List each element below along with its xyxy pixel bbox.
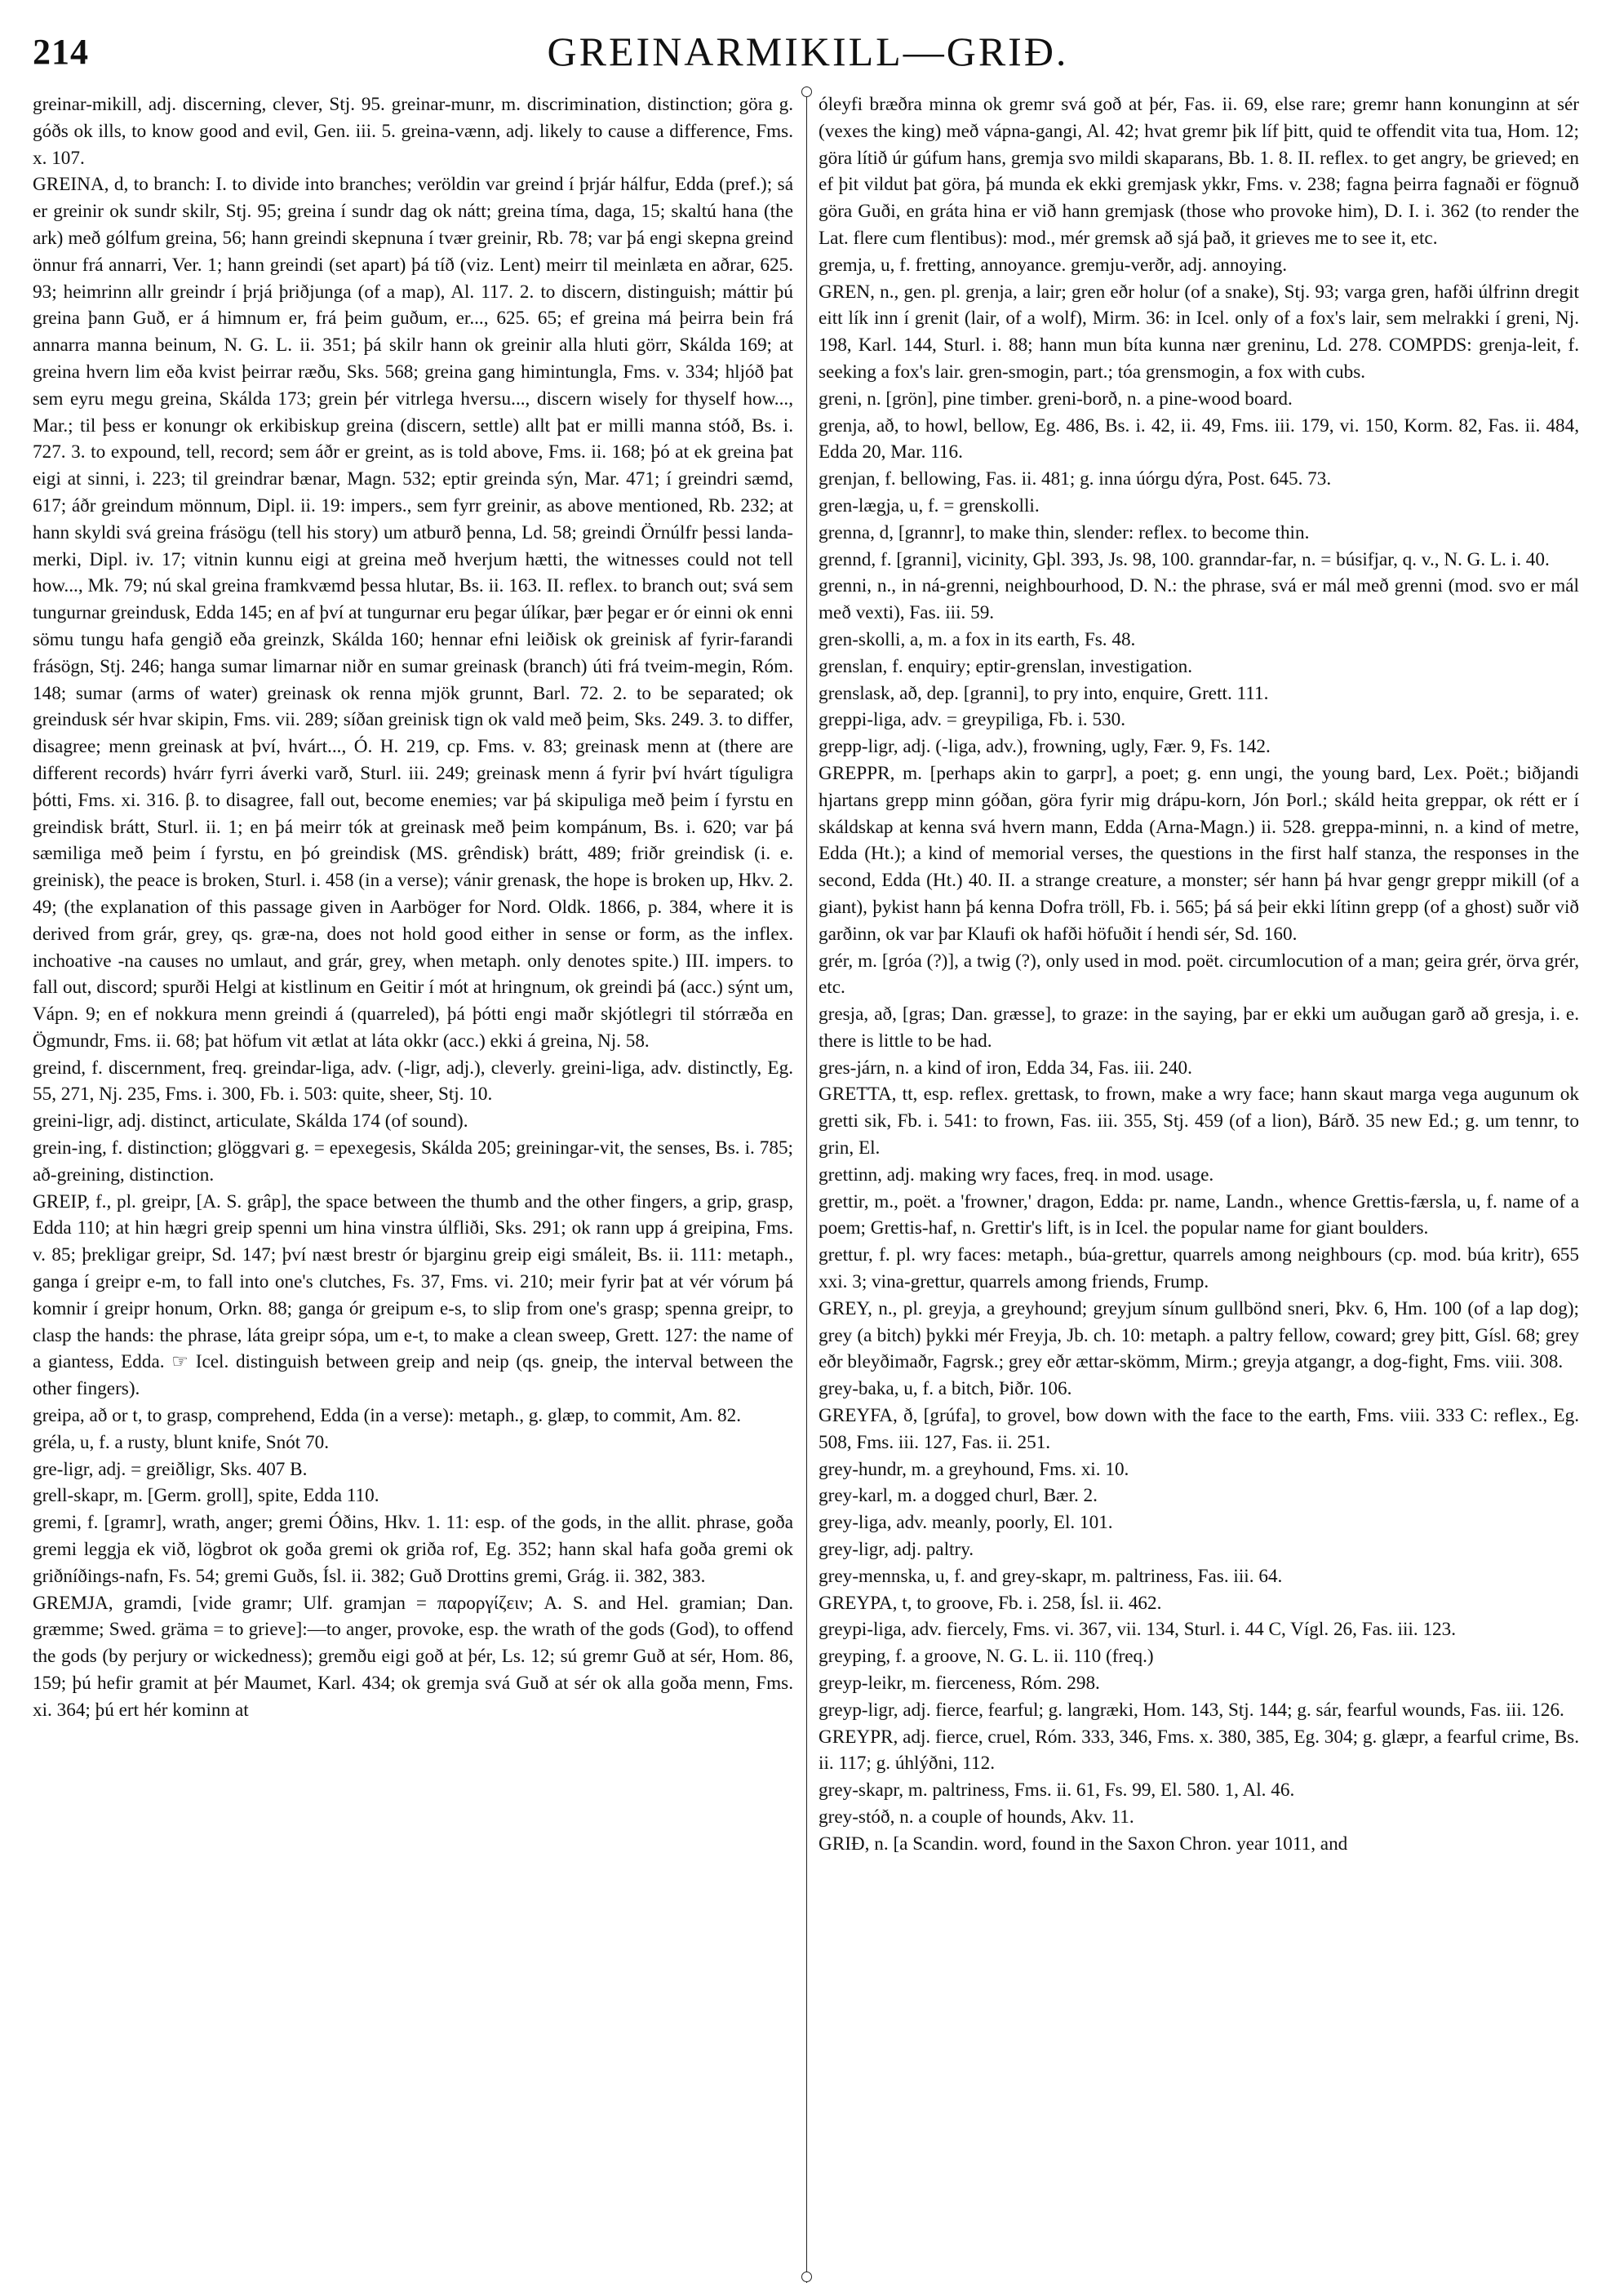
entry-text: greini-ligr, adj. distinct, articulate, Skálda 174 (of sound). [33, 1110, 468, 1132]
running-head: GREINARMIKILL—GRIÐ. [547, 29, 1069, 74]
entry-text: grell-skapr, m. [Germ. groll], spite, Edda 110. [33, 1485, 379, 1507]
entry-text: grey-liga, adv. meanly, poorly, El. 101. [819, 1512, 1113, 1534]
entry-text: grettir, m., poët. a 'frowner,' dragon, Edda: pr. name, Landn., whence Grettis-færsla, u, f. name of a poem; Grettis-haf, n. Grettir's lift, is in Icel. the popular name for giant boulders. [819, 1190, 1579, 1239]
entry [819, 1670, 1579, 1697]
entry-text: greyp-leikr, m. fierceness, Róm. 298. [819, 1673, 1100, 1695]
entry-text: GREPPR, m. [perhaps akin to garpr], a poet; g. enn ungi, the young bard, Lex. Poët.; biðjandi hjartans grepp minn góðan, göra fyrir mig drápu-korn, Jón Þorl.; skáld heita greppar, ok rétt er í skáldskap at kenna svá hvern mann, Edda (Arna-Magn.) ii. 528. greppa-minni, n. a kind of metre, Edda (Ht.); a kind of memorial verses, the questions in the first half stanza, the responses in the second, Edda (Ht.) 40. II. a strange creature, a monster; sér hann þá hvar gengr greppr mikill (of a giant), þykist hann þá kenna Dofra tröll, Fb. i. 565; þá sá þeir ekki lítinn grepp (of a ghost) suðr við garðinn, ok var þar Klaufi ok hafði höfuðit í hendi sér, Sd. 160. [819, 762, 1579, 945]
entry [33, 91, 793, 171]
entry [819, 413, 1579, 467]
entry-text: GRETTA, tt, esp. reflex. grettask, to frown, make a wry face; hann skaut marga vega augunum ok gretti sik, Fb. i. 541: to frown, Fas. iii. 355, Stj. 459 (of a lion), Bárð. 35 new Ed.; g. um tennr, to grin, El. [819, 1084, 1579, 1159]
entry-text: gre-ligr, adj. = greiðligr, Sks. 407 B. [33, 1458, 308, 1480]
entry [819, 627, 1579, 654]
entry [819, 386, 1579, 413]
entry-text: GREYPR, adj. fierce, cruel, Róm. 333, 346, Fms. x. 380, 385, Eg. 304; g. glæpr, a fearful crime, Bs. ii. 117; g. úhlýðni, 112. [819, 1726, 1579, 1775]
entry [819, 654, 1579, 680]
entry-text: grenni, n., in ná-grenni, neighbourhood, D. N.: the phrase, svá er mál með grenni (mod. svo er mál með vexti), Fas. iii. 59. [819, 575, 1579, 624]
entry [819, 1055, 1579, 1082]
entry-text: gresja, að, [gras; Dan. græsse], to graze: in the saying, þar er ekki um auðugan garð að gresja, i. e. there is little to be had. [819, 1004, 1579, 1052]
entry [819, 1483, 1579, 1509]
entry-text: GREINA, d, to branch: I. to divide into branches; veröldin var greind í þrjár hálfur, Edda (pref.); sá er greinir ok sundr skilr, Stj. 95; greina í sundr dag ok nátt; greina tíma, daga, 15; skaltú hana (the ark) með gólfum greina, 56; hann greindi skepnuna í tvær greinir, Rb. 78; var þá engi skepna greind önnur frá annarri, Ver. 1; hann greindi (set apart) þá tíð (viz. Lent) meirr til meinlæta en aðrar, 625. 93; heimrinn allr greindr í þrjá þriðjunga (of a map), Al. 117. 2. to discern, distinguish; máttir þú greina þann Guð, er á himnum er, frá þeim guðum, er..., 625. 65; ef greina má þeirra bein frá annarra manna beinum, N. G. L. ii. 351; þá skilr hann ok greinir alla hluti görr, Skálda 169; at greina hvern lim eða kvist þeirrar ræðu, Sks. 568; greina gang himintungla, Fms. v. 334; hljóð þat sem eyru megu greina, Skálda 173; grein þér vitrlega hversu..., discern wisely for thyself how..., Mar.; til þess er konungr ok erkibiskup greina (discern, settle) allt þat er milli manna stóð, Bs. i. 727. 3. to expound, tell, record; sem áðr er greint, as is told above, Fms. ii. 168; þó at ek greina þat eigi at sinni, i. 223; til greindrar bænar, Magn. 532; eptir greinda sýn, Mar. 471; í greindri sæmd, 617; áðr greindum mönnum, Dipl. ii. 19: impers., sem fyrr greinir, as above mentioned, Rb. 232; at hann skyldi svá greina frásögu (tell his story) um atburð þenna, Ld. 58; greindi Örnúlfr þessi landa-merki, Dipl. iv. 17; vitnin kunnu eigi at greina með hverjum hætti, the witnesses could not tell how..., Mk. 79; nú skal greina framkvæmd þessa hlutar, Bs. ii. 163. II. reflex. to branch out; svá sem tungurnar greindusk, Edda 145; en af því at tungurnar eru þegar úlíkar, þær þegar er ór einni ok enni sömu tungu hafa gengið eða greinzk, Skálda 160; hennar efni leiðisk ok greinisk af fyrir-farandi frásögn, Stj. 246; hanga sumar limarnar niðr en sumar greinask (branch) úti frá tveim-megin, Róm. 148; sumar (arms of water) greinask ok renna mjök grunnt, Barl. 72. 2. to be separated; ok greindusk sér hvar skipin, Fms. vii. 289; síðan greinisk tign ok vald með þeim, Sks. 249. 3. to differ, disagree; menn greinask at því, hvárt..., Ó. H. 219, cp. Fms. v. 83; greinask menn at (there are different records) hvárr fyrri áverki varð, Sturl. iii. 249; greinask menn á fyrir því hvárt tíguligra þótti, Fms. xi. 316. β. to disagree, fall out, become enemies; var þá skipuliga með þeim í fyrstu en greindisk brátt, Sturl. ii. 1; en þá meirr tók at greinask með þeim kompánum, Bs. i. 620; var þá sæmiliga með þeim í fyrstu, en þó greindisk (MS. grêndisk) brátt, 489; friðr greindisk (i. e. greinisk), the peace is broken, Sturl. i. 458 (in a verse); vánir grenask, the hope is broken up, Hkv. 2. 49; (the explanation of this passage given in Aarböger for Nord. Oldk. 1866, p. 384, where it is derived from grár, grey, qs. græ-na, does not hold good either in sense or form, as the inflex. inchoative -na causes no umlaut, and grár, grey, when metaph. only denotes spite.) III. impers. to fall out, discord; spurði Helgi at kistlinum en Geitir í mót at hringnum, ok greindi þá (acc.) sýnt um, Vápn. 9; en ef nokkura menn greindi á (quarreled), þá þótti engi maðr skjótlegri til stórræða en Ögmundr, Fms. ii. 68; þat höfum vit ætlat at láta okkr (acc.) ekki á greina, Nj. 58. [33, 174, 793, 1052]
entry-text: greppi-liga, adv. = greypiliga, Fb. i. 530. [819, 709, 1126, 731]
entry [819, 1403, 1579, 1456]
entry [819, 1590, 1579, 1617]
entry-text: greyp-ligr, adj. fierce, fearful; g. langræki, Hom. 143, Stj. 144; g. sár, fearful wounds, Fas. iii. 126. [819, 1699, 1564, 1721]
entry [819, 1001, 1579, 1055]
entry [819, 1081, 1579, 1161]
entry [819, 1563, 1579, 1590]
entry-text: GREYPA, t, to groove, Fb. i. 258, Ísl. ii. 462. [819, 1592, 1162, 1614]
entry-text: GREN, n., gen. pl. grenja, a lair; gren eðr holur (of a snake), Stj. 93; varga gren, hafði úlfrinn dregit eitt lík inn í grenit (lair, of a wolf), Mirm. 36: in Icel. only of a fox's lair, sem melrakki í greni, Nj. 198, Karl. 144, Sturl. i. 88; hann mun bíta kunna nær greninu, Ld. 278. COMPDS: grenja-leit, f. seeking a fox's lair. gren-smogin, part.; tóa grensmogin, a fox with cubs. [819, 281, 1579, 383]
entry [819, 734, 1579, 760]
entry [33, 1189, 793, 1403]
entry-text: grettur, f. pl. wry faces: metaph., búa-grettur, quarrels among neighbours (cp. mod. búa kritr), 655 xxi. 3; vina-grettur, quarrels among friends, Frump. [819, 1244, 1579, 1293]
page-header [33, 28, 1583, 85]
entry-text: GREMJA, gramdi, [vide gramr; Ulf. gramjan = παροργίζειν; A. S. and Hel. gramian; Dan. græmme; Swed. gräma = to grieve]:—to anger, provoke, esp. the wrath of the gods (God), to offend the gods (by perjury or wickedness); gremðu eigi goð at þér, Ls. 12; sú gremr Guð at sér, Hom. 86, 159; þú hefir gramit at þér Maumet, Karl. 434; ok gremja svá Guð at sér ok alla goða menn, Fms. xi. 364; þú ert hér kominn at [33, 1592, 793, 1721]
entry-text: gren-lægja, u, f. = grenskolli. [819, 494, 1040, 516]
entry-text: grettinn, adj. making wry faces, freq. in mod. usage. [819, 1164, 1214, 1186]
entry [819, 1509, 1579, 1536]
entry-text: gres-járn, n. a kind of iron, Edda 34, Fas. iii. 240. [819, 1057, 1192, 1079]
entry [33, 1108, 793, 1135]
entry [819, 1831, 1579, 1858]
entry-text: greyping, f. a groove, N. G. L. ii. 110 (freq.) [819, 1646, 1154, 1668]
entry-text: gremja, u, f. fretting, annoyance. gremju-verðr, adj. annoying. [819, 254, 1288, 276]
entry [819, 1296, 1579, 1376]
entry [819, 1643, 1579, 1670]
entry-text: GRIÐ, n. [a Scandin. word, found in the Saxon Chron. year 1011, and [819, 1833, 1348, 1855]
entry-text: gremi, f. [gramr], wrath, anger; gremi Óðins, Hkv. 1. 11: esp. of the gods, in the allit. phrase, goða gremi leggja ek við, lögbrot ok goða gremi ok griða rof, Eg. 352; hann skal hafa goða gremi ok griðníðings-nafn, Fs. 54; gremi Guðs, Ísl. ii. 382; Guð Drottins gremi, Grág. ii. 382, 383. [33, 1512, 793, 1587]
entry [819, 1376, 1579, 1403]
entry [819, 707, 1579, 734]
entry [819, 466, 1579, 493]
entry [819, 91, 1579, 252]
entry-text: grey-mennska, u, f. and grey-skapr, m. paltriness, Fas. iii. 64. [819, 1565, 1283, 1587]
entry-text: grey-skapr, m. paltriness, Fms. ii. 61, Fs. 99, El. 580. 1, Al. 46. [819, 1780, 1295, 1802]
entry [819, 1536, 1579, 1563]
entry-text: greipa, að or t, to grasp, comprehend, Edda (in a verse): metaph., g. glæp, to commit, Am. 82. [33, 1405, 742, 1427]
entry [819, 948, 1579, 1002]
entry [819, 760, 1579, 948]
left-column [33, 91, 793, 2278]
entry [33, 1590, 793, 1724]
entry-text: grennd, f. [granni], vicinity, Gþl. 393, Js. 98, 100. granndar-far, n. = búsifjar, q. v., N. G. L. i. 40. [819, 548, 1550, 570]
entry [33, 1403, 793, 1429]
page-number: 214 [33, 32, 89, 72]
entry-text: gren-skolli, a, m. a fox in its earth, Fs. 48. [819, 628, 1136, 650]
entry [33, 1055, 793, 1109]
entry-text: grenna, d, [grannr], to make thin, slender: reflex. to become thin. [819, 521, 1310, 543]
entry-text: grey-ligr, adj. paltry. [819, 1539, 974, 1561]
entry-text: GREIP, f., pl. greipr, [A. S. grâp], the space between the thumb and the other fingers, a grip, grasp, Edda 110; at hin hægri greip spenni um hina vinstra úlfliði, Sks. 291; ok rann upp á greipina, Fms. v. 85; þrekligar greipr, Sd. 147; því næst brestr ór bjarginu greip eigi smáleit, Bs. ii. 111: metaph., ganga í greipr e-m, to fall into one's clutches, Fs. 37, Fms. vi. 210; meir fyrir þat at vér vórum þá komnir í greipr honum, Orkn. 88; ganga ór greipum e-s, to slip from one's grasp; spenna greipr, to clasp the hands: the phrase, láta greipr sópa, um e-t, to make a clean sweep, Grett. 127: the name of a giantess, Edda. ☞ Icel. distinguish between greip and neip (qs. gneip, the interval between the other fingers). [33, 1190, 793, 1400]
entry [33, 1483, 793, 1509]
entry-text: grér, m. [gróa (?)], a twig (?), only used in mod. poët. circumlocution of a man; geira grér, örva grér, etc. [819, 950, 1579, 999]
entry-text: grey-baka, u, f. a bitch, Þiðr. 106. [819, 1378, 1072, 1400]
entry-text: greypi-liga, adv. fiercely, Fms. vi. 367, vii. 134, Sturl. i. 44 C, Vígl. 26, Fas. iii. 123. [819, 1619, 1457, 1641]
entry [33, 171, 793, 1054]
entry-text: grenslan, f. enquiry; eptir-grenslan, investigation. [819, 655, 1193, 677]
entry [819, 1162, 1579, 1189]
entry-text: GREY, n., pl. greyja, a greyhound; greyjum sínum gullbönd sneri, Þkv. 6, Hm. 100 (of a lap dog); grey (a bitch) þykki mér Freyja, Jb. ch. 10: metaph. a paltry fellow, coward; grey þitt, Gísl. 68; grey eðr bleyðimaðr, Fagrsk.; grey eðr ættar-skömm, Mirm.; greyja atgangr, a dog-fight, Fms. viii. 308. [819, 1297, 1579, 1373]
entry [819, 573, 1579, 627]
entry-text: grey-stóð, n. a couple of hounds, Akv. 11. [819, 1806, 1134, 1828]
right-column [819, 91, 1579, 2278]
entry [819, 1456, 1579, 1483]
entry-text: grenjan, f. bellowing, Fas. ii. 481; g. inna úórgu dýra, Post. 645. 73. [819, 468, 1332, 490]
entry-text: grepp-ligr, adj. (-liga, adv.), frowning, ugly, Fær. 9, Fs. 142. [819, 736, 1271, 758]
divider-ornament-bottom [801, 2272, 812, 2282]
entry-text: GREYFA, ð, [grúfa], to grovel, bow down with the face to the earth, Fms. viii. 333 C: reflex., Eg. 508, Fms. iii. 127, Fas. ii. 251. [819, 1405, 1579, 1453]
entry [819, 1777, 1579, 1804]
entry [33, 1135, 793, 1189]
entry [819, 1804, 1579, 1831]
entry-text: grey-hundr, m. a greyhound, Fms. xi. 10. [819, 1458, 1129, 1480]
entry [819, 1242, 1579, 1296]
entry [819, 680, 1579, 707]
entry [819, 547, 1579, 574]
entry [819, 252, 1579, 279]
entry-text: grenja, að, to howl, bellow, Eg. 486, Bs. i. 42, ii. 49, Fms. iii. 179, vi. 150, Korm. 82, Fas. ii. 484, Edda 20, Mar. 116. [819, 414, 1579, 463]
entry-text: gréla, u, f. a rusty, blunt knife, Snót 70. [33, 1431, 329, 1453]
entry-text: greinar-mikill, adj. discerning, clever, Stj. 95. greinar-munr, m. discrimination, distinction; göra g. góðs ok ills, to know good and evil, Gen. iii. 5. greina-vænn, adj. likely to cause a difference, Fms. x. 107. [33, 94, 793, 169]
entry-text: óleyfi bræðra minna ok gremr svá goð at þér, Fas. ii. 69, else rare; gremr hann konunginn at sér (vexes the king) með vápna-gangi, Al. 42; hvat gremr þik líf þitt, quid te offendit vita tua, Hom. 12; göra lítið úr gúfum hans, gremja svo mildi skaparans, Bb. 1. 8. II. reflex. to get angry, be grieved; en ef þit vildut þat göra, þá munda ek ekki gremjask ykkr, Fms. v. 238; fagna þeirra fagnaði er fögnuð göra Guði, en gráta hina er við hann gremjask (those who provoke him), D. I. i. 362 (to render the Lat. flere cum flentibus): mod., mér gremsk að sjá það, it grieves me to see it, etc. [819, 94, 1579, 249]
entry [819, 279, 1579, 386]
entry [819, 520, 1579, 547]
entry-text: greind, f. discernment, freq. greindar-liga, adv. (-ligr, adj.), cleverly. greini-liga, adv. distinctly, Eg. 55, 271, Nj. 235, Fms. i. 300, Fb. i. 503: quite, sheer, Stj. 10. [33, 1057, 793, 1106]
column-divider [806, 88, 807, 2283]
entry [819, 493, 1579, 520]
entry [819, 1724, 1579, 1778]
entry-text: grey-karl, m. a dogged churl, Bær. 2. [819, 1485, 1098, 1507]
entry [819, 1697, 1579, 1724]
entry [819, 1616, 1579, 1643]
entry [33, 1456, 793, 1483]
entry [819, 1189, 1579, 1243]
entry-text: greni, n. [grön], pine timber. greni-borð, n. a pine-wood board. [819, 388, 1293, 410]
entry-text: grein-ing, f. distinction; glöggvari g. = epexegesis, Skálda 205; greiningar-vit, the senses, Bs. i. 785; að-greining, distinction. [33, 1137, 793, 1186]
entry [33, 1429, 793, 1456]
divider-ornament-top [801, 86, 812, 97]
entry [33, 1509, 793, 1589]
entry-text: grenslask, að, dep. [granni], to pry into, enquire, Grett. 111. [819, 682, 1269, 704]
